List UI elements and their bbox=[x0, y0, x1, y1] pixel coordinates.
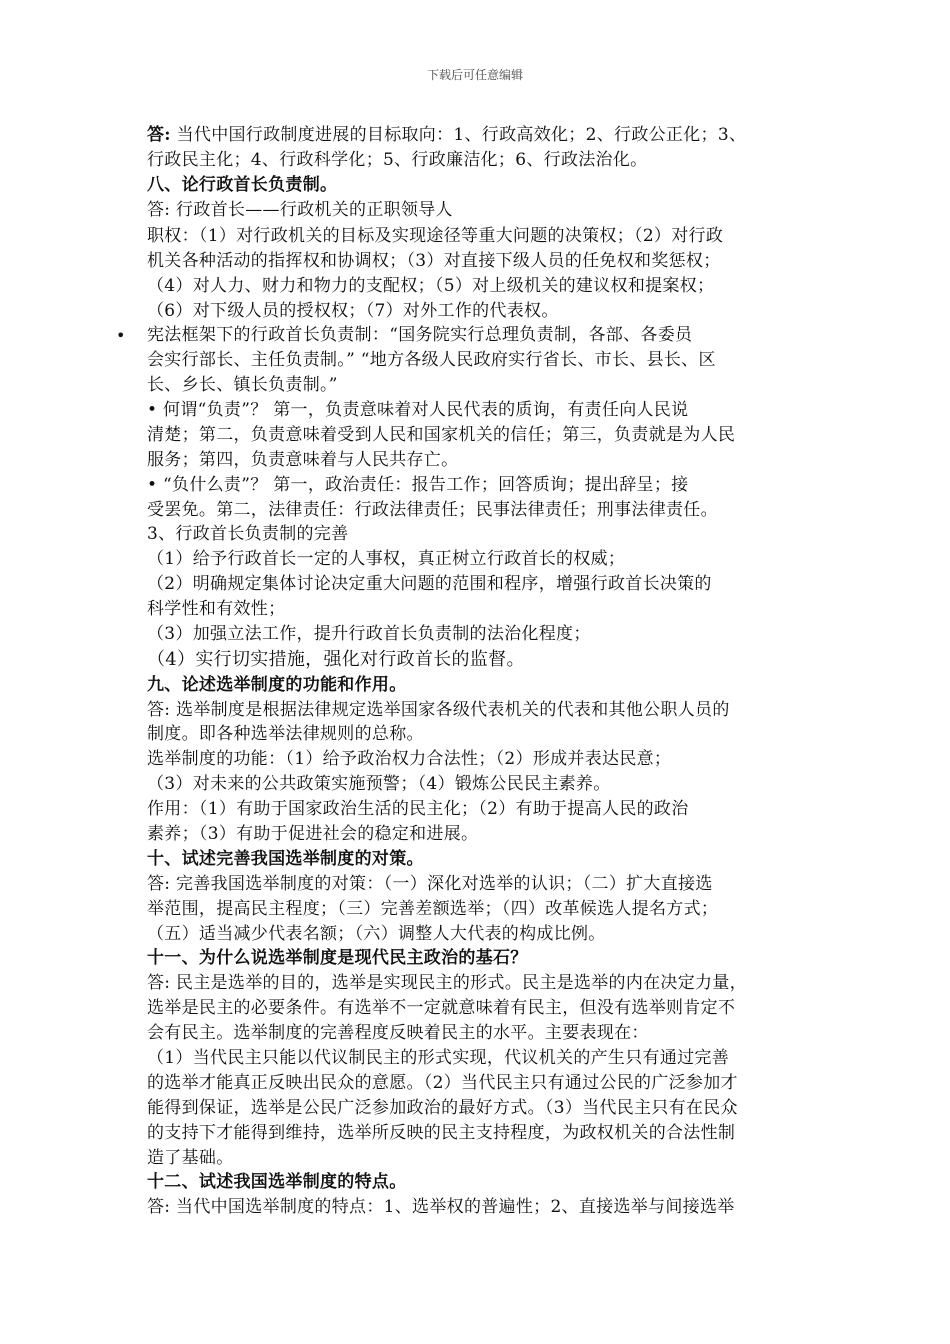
section-heading: 十一、为什么说选举制度是现代民主政治的基石？ bbox=[147, 948, 528, 968]
page-header: 下载后可任意编辑 bbox=[426, 68, 523, 82]
text-line: 的选举才能真正反映出民众的意愿。（2）当代民主只有通过公民的广泛参加才 bbox=[147, 1073, 738, 1093]
text-line: （3）对未来的公共政策实施预警；（4）锻炼公民民主素养。 bbox=[147, 774, 611, 794]
text-line: （6）对下级人员的授权权；（7）对外工作的代表权。 bbox=[147, 301, 559, 321]
section-heading: 十二、试述我国选举制度的特点。 bbox=[147, 1172, 407, 1192]
text-line: （4）对人力、财力和物力的支配权；（5）对上级机关的建议权和提案权； bbox=[147, 276, 715, 296]
text-line: 素养；（3）有助于促进社会的稳定和进展。 bbox=[147, 824, 479, 844]
answer-label: 答: bbox=[147, 125, 171, 145]
text-line: 答: 行政首长——行政机关的正职领导人 bbox=[147, 200, 453, 220]
text-line: • 何谓“负责”？ 第一，负责意味着对人民代表的质询，有责任向人民说 bbox=[147, 400, 689, 420]
text-line: 职权：（1）对行政机关的目标及实现途径等重大问题的决策权；（2）对行政 bbox=[147, 226, 724, 246]
text-line: （1）给予行政首长一定的人事权，真正树立行政首长的权威； bbox=[147, 549, 626, 569]
text-line: 选举制度的功能：（1）给予政治权力合法性；（2）形成并表达民意； bbox=[147, 749, 672, 769]
text-line: （2）明确规定集体讨论决定重大问题的范围和程序，增强行政首长决策的 bbox=[147, 574, 712, 594]
text-line: 制度。即各种选举法律规则的总称。 bbox=[147, 724, 424, 744]
text-line: 服务；第四，负责意味着与人民共存亡。 bbox=[147, 450, 459, 470]
text-line: 选举是民主的必要条件。有选举不一定就意味着有民主，但没有选举则肯定不 bbox=[147, 998, 736, 1018]
text-line: 行政民主化；4、行政科学化；5、行政廉洁化；6、行政法治化。 bbox=[147, 150, 648, 170]
text-line: 会有民主。选举制度的完善程度反映着民主的水平。主要表现在： bbox=[147, 1023, 649, 1043]
section-heading: 十、试述完善我国选举制度的对策。 bbox=[147, 849, 424, 869]
text-line: • “负什么责”？ 第一，政治责任：报告工作；回答质询；提出辞呈；接 bbox=[147, 475, 689, 495]
text-line: （五）适当减少代表名额；（六）调整人大代表的构成比例。 bbox=[147, 924, 606, 944]
text-line: 答: 当代中国选举制度的特点：1、选举权的普遍性；2、直接选举与间接选举 bbox=[147, 1197, 735, 1217]
text-line: 的支持下才能得到维持，选举所反映的民主支持程度，为政权机关的合法性制 bbox=[147, 1123, 736, 1143]
text-line: 3、行政首长负责制的完善 bbox=[147, 524, 349, 544]
answer-line bbox=[147, 123, 746, 147]
text-span: 当代中国行政制度进展的目标取向：1、行政高效化；2、行政公正化；3、 bbox=[170, 125, 747, 145]
text-line: 长、乡长、镇长负责制。” bbox=[147, 375, 338, 395]
text-line: 宪法框架下的行政首长负责制：“国务院实行总理负责制，各部、各委员 bbox=[147, 325, 693, 345]
text-line: 答: 选举制度是根据法律规定选举国家各级代表机关的代表和其他公职人员的 bbox=[147, 700, 730, 720]
text-line: 造了基础。 bbox=[147, 1148, 234, 1168]
text-line: 会实行部长、主任负责制。” “地方各级人民政府实行省长、市长、县长、区 bbox=[147, 350, 716, 370]
text-line: 答: 民主是选举的目的，选举是实现民主的形式。民主是选举的内在决定力量， bbox=[147, 973, 747, 993]
section-heading: 八、论行政首长负责制。 bbox=[147, 175, 338, 195]
bullet-marker: • bbox=[116, 326, 126, 345]
text-line: （3）加强立法工作，提升行政首长负责制的法治化程度； bbox=[147, 624, 591, 644]
section-heading: 九、论述选举制度的功能和作用。 bbox=[147, 675, 407, 695]
text-line: 答: 完善我国选举制度的对策：（一）深化对选举的认识；（二）扩大直接选 bbox=[147, 874, 713, 894]
text-line: （4）实行切实措施，强化对行政首长的监督。 bbox=[147, 649, 525, 670]
text-line: （1）当代民主只能以代议制民主的形式实现，代议机关的产生只有通过完善 bbox=[147, 1048, 730, 1068]
text-line: 作用：（1）有助于国家政治生活的民主化；（2）有助于提高人民的政治 bbox=[147, 799, 689, 819]
text-line: 清楚；第二，负责意味着受到人民和国家机关的信任；第三，负责就是为人民 bbox=[147, 425, 736, 445]
text-line: 举范围，提高民主程度；（三）完善差额选举；（四）改革候选人提名方式； bbox=[147, 899, 719, 919]
text-line: 能得到保证，选举是公民广泛参加政治的最好方式。（3）当代民主只有在民众 bbox=[147, 1098, 738, 1118]
text-line: 科学性和有效性； bbox=[147, 599, 286, 619]
text-line: 受罢免。第二，法律责任：行政法律责任；民事法律责任；刑事法律责任。 bbox=[147, 500, 718, 520]
text-line: 机关各种活动的指挥权和协调权；（3）对直接下级人员的任免权和奖惩权； bbox=[147, 251, 721, 271]
